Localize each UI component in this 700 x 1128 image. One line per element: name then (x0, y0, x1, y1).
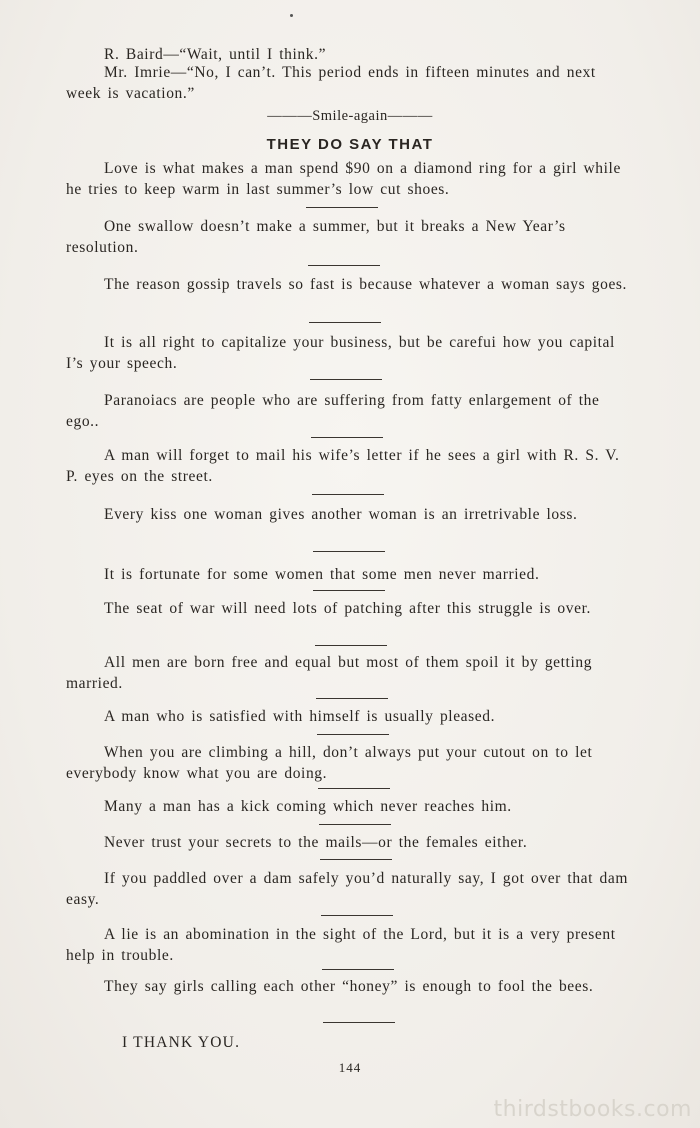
saying-divider (309, 322, 381, 323)
saying-item: Never trust your secrets to the mails—or the females either. (104, 834, 528, 851)
saying-divider (312, 494, 384, 495)
saying-item: Many a man has a kick coming which never reaches him. (104, 798, 512, 815)
saying-item: All men are born free and equal but most of them spoil it by getting married. (66, 654, 593, 692)
saying-divider (313, 551, 385, 552)
dialogue-line-baird: R. Baird—“Wait, until I think.” (104, 46, 327, 63)
saying-divider (319, 824, 391, 825)
saying-divider (310, 379, 382, 380)
saying-divider (320, 859, 392, 860)
saying-item: It is fortunate for some women that some men never married. (104, 566, 540, 583)
saying-divider (315, 645, 387, 646)
saying-divider (313, 590, 385, 591)
saying-item: If you paddled over a dam safely you’d naturally say, I got over that dam easy. (66, 870, 629, 908)
site-watermark: thirdstbooks.com (493, 1097, 692, 1122)
saying-item: They say girls calling each other “honey” is enough to fool the bees. (104, 978, 594, 995)
saying-divider (308, 265, 380, 266)
saying-item: When you are climbing a hill, don’t always put your cutout on to let everybody know what you are doing. (66, 744, 593, 782)
saying-divider (317, 734, 389, 735)
saying-item: A man will forget to mail his wife’s letter if he sees a girl with R. S. V. P. eyes on the street. (66, 447, 620, 485)
saying-divider (311, 437, 383, 438)
speck-mark (290, 14, 293, 17)
page-number: 144 (338, 1060, 362, 1075)
saying-divider (323, 1022, 395, 1023)
closing-line: I THANK YOU. (122, 1034, 241, 1051)
saying-item: A lie is an abomination in the sight of the Lord, but it is a very present help in trouble. (66, 926, 616, 964)
section-heading: THEY DO SAY THAT (266, 136, 434, 153)
saying-item: The seat of war will need lots of patching after this struggle is over. (104, 600, 591, 617)
saying-item: Paranoiacs are people who are suffering from fatty enlargement of the ego.. (66, 392, 600, 430)
saying-item: It is all right to capitalize your business, but be carefui how you capital I’s your speech. (66, 334, 615, 372)
saying-divider (306, 207, 378, 208)
saying-divider (316, 698, 388, 699)
saying-divider (321, 915, 393, 916)
saying-item: Every kiss one woman gives another woman is an irretrivable loss. (104, 506, 578, 523)
saying-item: The reason gossip travels so fast is because whatever a woman says goes. (104, 276, 628, 293)
saying-item: A man who is satisfied with himself is usually pleased. (104, 708, 496, 725)
dialogue-line-imrie: Mr. Imrie—“No, I can’t. This period ends in fifteen minutes and next week is vacation.” (66, 64, 596, 102)
smile-again-separator: ———Smile-again——— (267, 108, 433, 124)
saying-item: Love is what makes a man spend $90 on a diamond ring for a girl while he tries to keep warm in last summer’s low cut shoes. (66, 160, 621, 198)
saying-item: One swallow doesn’t make a summer, but it breaks a New Year’s resolution. (66, 218, 566, 256)
saying-divider (318, 788, 390, 789)
saying-divider (322, 969, 394, 970)
